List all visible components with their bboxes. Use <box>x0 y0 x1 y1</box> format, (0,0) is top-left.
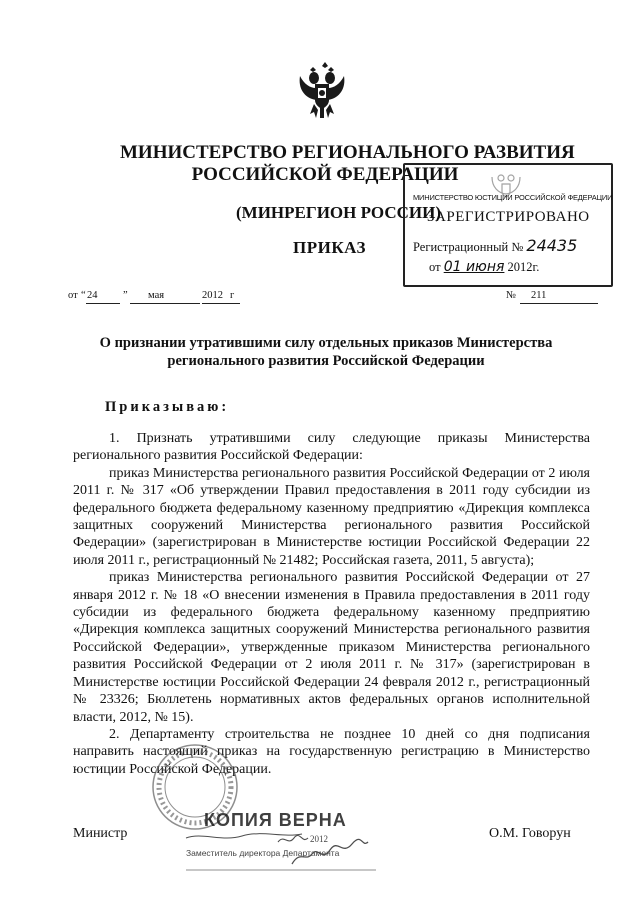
registration-stamp <box>403 163 613 287</box>
decree-word: Приказываю: <box>105 399 230 415</box>
copy-stamp-year: 2012 <box>310 834 328 844</box>
body-paragraph: 2. Департаменту строительства не позднее 10 дней со дня подписания направить настоящий приказ на государственную регистрацию в Министерство юстиции Российской Федерации. <box>73 726 590 777</box>
date-year: 2012 <box>202 290 223 301</box>
stamp-number-value: 24435 <box>526 236 578 255</box>
stamp-date-value: 01 июня <box>443 259 505 275</box>
handwritten-signature-icon <box>182 808 380 876</box>
copy-stamp-title: КОПИЯ ВЕРНА <box>204 810 347 830</box>
stamp-date-label: от <box>429 260 441 274</box>
stamp-date-line <box>429 259 539 275</box>
stamp-date-year: 2012г. <box>507 260 540 274</box>
copy-certified-stamp <box>182 808 380 876</box>
signer-name: О.М. Говорун <box>489 826 571 841</box>
ministry-name-line2: РОССИЙСКОЙ ФЕДЕРАЦИИ <box>191 164 459 185</box>
body-paragraph: приказ Министерства регионального развития Российской Федерации от 2 июля 2011 г. № 317 «Об утверждении Правил предоставления в 2011 году субсидии из федерального бюджета федеральному казенному предприятию «Дирекция комплекса защитных сооружений Министерства регионального развития Российской Федерации» (зарегистрирован в Министерстве юстиции Российской Федерации 22 июля 2011 г., регистрационный № 21482; Российская газета, 2011, 5 августа); <box>73 465 590 568</box>
date-month: мая <box>148 290 165 301</box>
signer-position: Министр <box>73 826 128 841</box>
order-title: О признании утратившими силу отдельных приказов Министерства регионального развития Российской Федерации <box>99 335 553 369</box>
stamp-status: ЗАРЕГИСТРИРОВАНО <box>427 209 590 225</box>
stamp-number-line <box>413 236 577 255</box>
ministry-name-line1: МИНИСТЕРСТВО РЕГИОНАЛЬНОГО РАЗВИТИЯ <box>120 142 575 163</box>
coat-of-arms-icon <box>296 60 348 122</box>
order-number: 211 <box>531 290 547 301</box>
copy-stamp-position: Заместитель директора Департамента <box>186 848 340 858</box>
date-day: 24 <box>87 290 98 301</box>
order-number-label: № <box>506 290 517 301</box>
body-paragraph: 1. Признать утратившими силу следующие приказы Министерства регионального развития Российской Федерации: <box>73 431 590 464</box>
ministry-short-name: (МИНРЕГИОН РОССИИ) <box>236 203 441 222</box>
date-year-suffix: г <box>230 290 235 301</box>
order-body <box>73 430 590 778</box>
stamp-number-label: Регистрационный № <box>413 240 524 254</box>
date-prefix: от <box>68 290 78 301</box>
body-paragraph: приказ Министерства регионального развития Российской Федерации от 27 января 2012 г. № 18 «О внесении изменения в Правила предоставления в 2011 году субсидии из федерального бюджета федеральному казенному предприятию «Дирекция комплекса защитных сооружений Министерства регионального развития Российской Федерации», утвержденные приказом Министерства регионального развития Российской Федерации от 2 июля 2011 г. № 317» (зарегистрирован в Министерстве юстиции Российской Федерации 24 февраля 2012 г., регистрационный № 23326; Бюллетень нормативных актов федеральных органов исполнительной власти, 2012, № 15). <box>73 570 590 725</box>
document-type: ПРИКАЗ <box>293 238 366 257</box>
stamp-authority: МИНИСТЕРСТВО ЮСТИЦИИ РОССИЙСКОЙ ФЕДЕРАЦИИ <box>413 193 613 202</box>
